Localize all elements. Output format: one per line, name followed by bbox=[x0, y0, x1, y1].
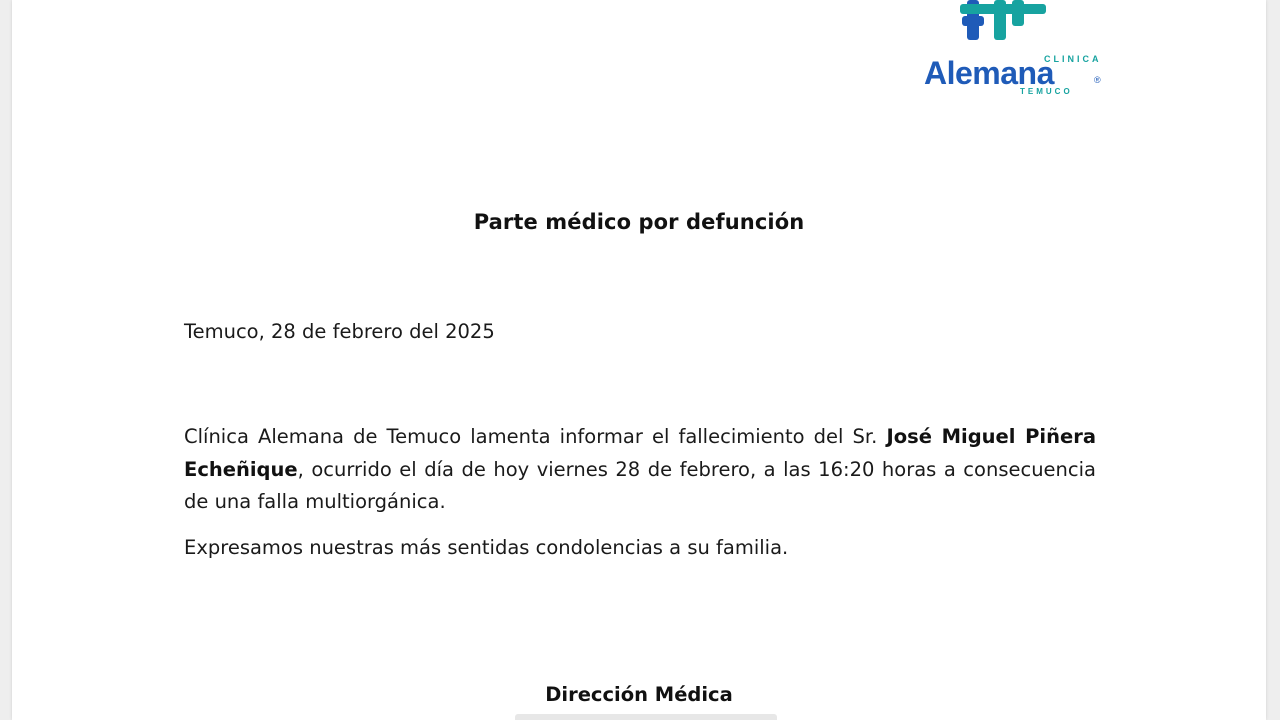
date-line: Temuco, 28 de febrero del 2025 bbox=[184, 320, 495, 343]
announcement-paragraph bbox=[184, 421, 1096, 519]
logo-registered-mark: ® bbox=[1094, 75, 1101, 85]
logo-bottom-text: TEMUCO bbox=[1020, 87, 1073, 96]
logo-top-text: CLINICA bbox=[1044, 54, 1102, 64]
condolences-line: Expresamos nuestras más sentidas condolencias a su familia. bbox=[184, 536, 789, 559]
announcement-rest: , ocurrido el día de hoy viernes 28 de febrero, a las 16:20 horas a consecuencia de una falla multiorgánica. bbox=[184, 457, 1096, 513]
document-title: Parte médico por defunción bbox=[473, 210, 805, 234]
clinica-alemana-logo bbox=[912, 0, 1102, 100]
announcement-intro: Clínica Alemana de Temuco lamenta informar el fallecimiento del Sr. bbox=[184, 425, 887, 448]
logo-brand-text: Alemana bbox=[924, 55, 1054, 91]
cut-off-text-line bbox=[515, 714, 777, 720]
deceased-name: José Miguel Piñera Echeñique bbox=[184, 425, 1096, 481]
logo-mark-icon bbox=[912, 0, 1102, 100]
document-page bbox=[12, 0, 1266, 720]
signature-department: Dirección Médica bbox=[545, 683, 733, 706]
